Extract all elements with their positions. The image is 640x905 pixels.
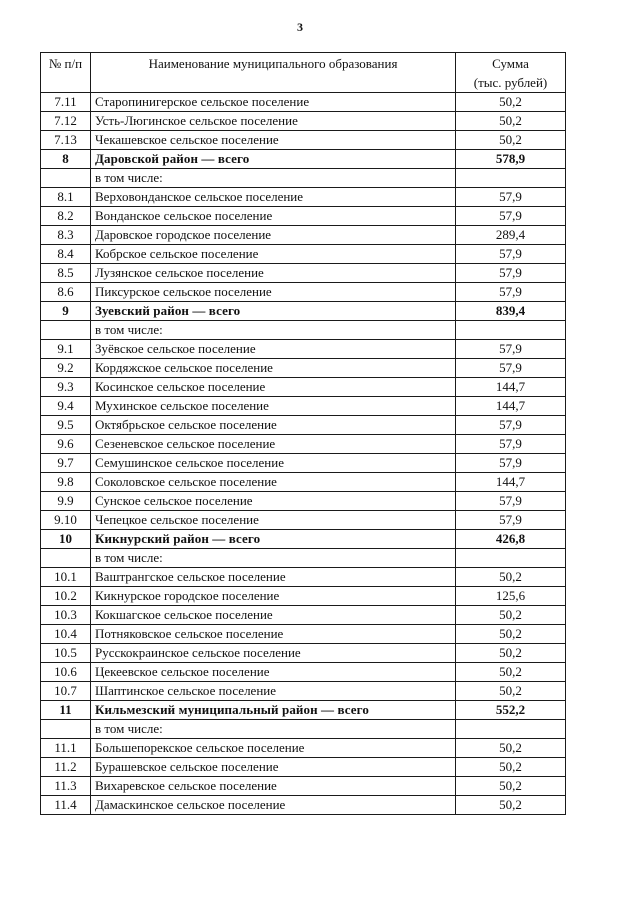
row-name: Октябрьское сельское поселение [91,416,456,435]
row-sum: 57,9 [456,454,566,473]
row-sum [456,720,566,739]
row-number: 11.3 [41,777,91,796]
row-number: 9.4 [41,397,91,416]
table-row [41,663,566,682]
row-sum: 144,7 [456,378,566,397]
row-sum: 57,9 [456,283,566,302]
row-number [41,720,91,739]
row-number: 8.1 [41,188,91,207]
row-sum: 144,7 [456,397,566,416]
row-name: Дамаскинское сельское поселение [91,796,456,815]
table-row [41,188,566,207]
row-sum: 50,2 [456,663,566,682]
row-name: в том числе: [91,720,456,739]
row-name: Чепецкое сельское поселение [91,511,456,530]
table-header [41,53,566,93]
row-sum: 57,9 [456,511,566,530]
row-sum: 50,2 [456,644,566,663]
row-sum: 57,9 [456,492,566,511]
row-name: Русскокраинское сельское поселение [91,644,456,663]
row-sum: 50,2 [456,739,566,758]
table-row-subheader [41,549,566,568]
table-row [41,378,566,397]
row-name: Ваштрангское сельское поселение [91,568,456,587]
row-number: 10.4 [41,625,91,644]
row-name: Вонданское сельское поселение [91,207,456,226]
row-name: Лузянское сельское поселение [91,264,456,283]
row-sum: 50,2 [456,131,566,150]
row-number: 7.13 [41,131,91,150]
row-number: 8.2 [41,207,91,226]
row-name: Мухинское сельское поселение [91,397,456,416]
row-sum: 57,9 [456,264,566,283]
table-row [41,207,566,226]
header-sum-line1: Сумма [492,56,529,71]
row-number: 7.12 [41,112,91,131]
row-name: Кильмезский муниципальный район — всего [91,701,456,720]
row-sum: 50,2 [456,625,566,644]
table-row [41,511,566,530]
row-name: Даровское городское поселение [91,226,456,245]
row-sum: 50,2 [456,796,566,815]
table-row [41,131,566,150]
table-row [41,340,566,359]
row-number: 8.5 [41,264,91,283]
row-number: 9.6 [41,435,91,454]
row-number: 10.2 [41,587,91,606]
table-row [41,397,566,416]
table-row-total [41,530,566,549]
row-name: Бурашевское сельское поселение [91,758,456,777]
row-number: 9.1 [41,340,91,359]
row-name: Кикнурское городское поселение [91,587,456,606]
row-number: 11 [41,701,91,720]
table-row [41,93,566,112]
row-number: 10.7 [41,682,91,701]
row-number: 9.5 [41,416,91,435]
row-number [41,169,91,188]
header-sum-line2: (тыс. рублей) [473,75,548,90]
row-name: Верховонданское сельское поселение [91,188,456,207]
table-row [41,226,566,245]
table-row-total [41,302,566,321]
header-sum [456,53,566,93]
row-number [41,321,91,340]
table-row [41,359,566,378]
table-row [41,625,566,644]
row-name: Соколовское сельское поселение [91,473,456,492]
row-name: Кордяжское сельское поселение [91,359,456,378]
row-name: Чекашевское сельское поселение [91,131,456,150]
table-row [41,492,566,511]
table-row [41,416,566,435]
row-sum: 57,9 [456,340,566,359]
row-name: Потняковское сельское поселение [91,625,456,644]
row-number: 10 [41,530,91,549]
row-name: в том числе: [91,169,456,188]
row-sum: 552,2 [456,701,566,720]
row-number: 9.9 [41,492,91,511]
row-number: 9.8 [41,473,91,492]
row-name: Косинское сельское поселение [91,378,456,397]
row-name: в том числе: [91,321,456,340]
row-number: 9.10 [41,511,91,530]
table-row [41,682,566,701]
row-sum: 57,9 [456,245,566,264]
row-name: Даровской район — всего [91,150,456,169]
table-row-subheader [41,321,566,340]
row-name: Сунское сельское поселение [91,492,456,511]
row-number: 9 [41,302,91,321]
table-row [41,473,566,492]
row-name: Кикнурский район — всего [91,530,456,549]
row-name: Зуевский район — всего [91,302,456,321]
row-sum: 50,2 [456,112,566,131]
table-row [41,112,566,131]
table-row [41,758,566,777]
table-row [41,435,566,454]
row-name: в том числе: [91,549,456,568]
row-sum: 839,4 [456,302,566,321]
row-sum: 289,4 [456,226,566,245]
row-sum: 50,2 [456,606,566,625]
table-row [41,454,566,473]
row-number: 10.5 [41,644,91,663]
table-row-total [41,701,566,720]
row-sum: 57,9 [456,188,566,207]
row-sum [456,321,566,340]
row-sum: 57,9 [456,416,566,435]
row-sum: 50,2 [456,777,566,796]
row-name: Кобрское сельское поселение [91,245,456,264]
row-number: 10.6 [41,663,91,682]
row-number: 11.4 [41,796,91,815]
row-number: 8.4 [41,245,91,264]
table-row [41,587,566,606]
header-row [41,53,566,93]
row-sum: 50,2 [456,758,566,777]
row-name: Большепорекское сельское поселение [91,739,456,758]
table-row [41,283,566,302]
row-number: 10.1 [41,568,91,587]
table-row [41,568,566,587]
table-row [41,796,566,815]
row-name: Сезеневское сельское поселение [91,435,456,454]
row-sum: 50,2 [456,93,566,112]
table-body [41,93,566,815]
table-row-subheader [41,169,566,188]
table-row [41,245,566,264]
table-row-total [41,150,566,169]
row-sum: 144,7 [456,473,566,492]
table-row [41,739,566,758]
row-number: 8.6 [41,283,91,302]
row-number: 8.3 [41,226,91,245]
row-name: Вихаревское сельское поселение [91,777,456,796]
row-number: 8 [41,150,91,169]
table-row [41,777,566,796]
row-name: Шаптинское сельское поселение [91,682,456,701]
row-sum: 57,9 [456,207,566,226]
header-number: № п/п [41,53,91,93]
row-name: Цекеевское сельское поселение [91,663,456,682]
row-sum: 57,9 [456,359,566,378]
row-number: 9.7 [41,454,91,473]
header-name: Наименование муниципального образования [91,53,456,93]
table-row [41,644,566,663]
row-sum: 578,9 [456,150,566,169]
row-sum: 125,6 [456,587,566,606]
row-name: Усть-Люгинское сельское поселение [91,112,456,131]
row-number: 7.11 [41,93,91,112]
row-number [41,549,91,568]
row-number: 11.2 [41,758,91,777]
row-sum [456,549,566,568]
row-number: 9.2 [41,359,91,378]
row-name: Старопинигерское сельское поселение [91,93,456,112]
row-name: Семушинское сельское поселение [91,454,456,473]
row-number: 11.1 [41,739,91,758]
page-number: 3 [297,20,303,34]
row-sum: 50,2 [456,682,566,701]
row-number: 10.3 [41,606,91,625]
row-name: Зуёвское сельское поселение [91,340,456,359]
row-sum [456,169,566,188]
table-row [41,606,566,625]
row-number: 9.3 [41,378,91,397]
table-row [41,264,566,283]
row-sum: 57,9 [456,435,566,454]
allocation-table [40,52,566,815]
table-row-subheader [41,720,566,739]
row-name: Пиксурское сельское поселение [91,283,456,302]
row-name: Кокшагское сельское поселение [91,606,456,625]
row-sum: 426,8 [456,530,566,549]
row-sum: 50,2 [456,568,566,587]
